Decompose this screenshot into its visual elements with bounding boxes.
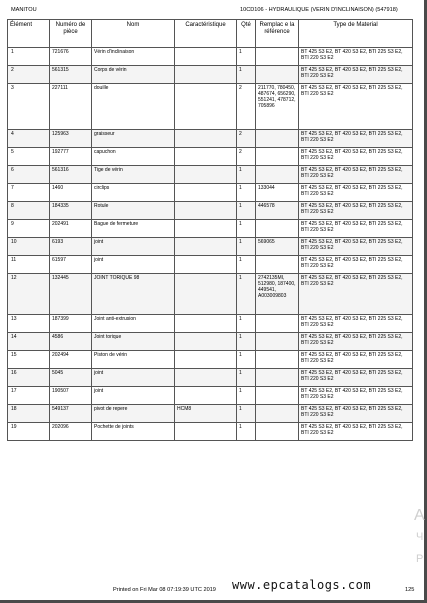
- ghost-overlay-letter: Ч: [416, 531, 424, 543]
- cell-material-type: BT 425 S3 E2, BT 420 S3 E2, BTI 225 S3 E2, BTI 220 S3 E2: [299, 166, 413, 184]
- cell-replaces-reference: 2742135MI, 512980, 187400, 449541, A003009803: [256, 274, 299, 315]
- cell-replaces-reference: [256, 351, 299, 369]
- cell-name: Bague de fermeture: [92, 220, 175, 238]
- cell-material-type: BT 425 S3 E2, BT 420 S3 E2, BTI 225 S3 E2, BTI 220 S3 E2: [299, 315, 413, 333]
- cell-part-number: 125963: [50, 130, 92, 148]
- cell-characteristic: [175, 387, 237, 405]
- cell-material-type: BT 425 S3 E2, BT 420 S3 E2, BTI 225 S3 E2, BTI 220 S3 E2: [299, 423, 413, 441]
- cell-characteristic: HCM8: [175, 405, 237, 423]
- cell-characteristic: [175, 130, 237, 148]
- cell-element: 7: [8, 184, 50, 202]
- cell-name: joint: [92, 238, 175, 256]
- cell-part-number: 132445: [50, 274, 92, 315]
- cell-element: 13: [8, 315, 50, 333]
- cell-material-type: BT 425 S3 E2, BT 420 S3 E2, BTI 225 S3 E2, BTI 220 S3 E2: [299, 220, 413, 238]
- cell-name: Rotule: [92, 202, 175, 220]
- document-title: 10CD106 - HYDRAULIQUE (VERIN D'INCLINAISON) (547918): [240, 7, 398, 13]
- cell-characteristic: [175, 256, 237, 274]
- cell-name: capuchon: [92, 148, 175, 166]
- cell-part-number: 61597: [50, 256, 92, 274]
- cell-quantity: 1: [237, 66, 256, 84]
- column-header-replaces-reference: Remplac e la référence: [256, 20, 299, 48]
- table-row: [8, 202, 413, 220]
- cell-quantity: 1: [237, 184, 256, 202]
- cell-material-type: BT 425 S3 E2, BT 420 S3 E2, BTI 225 S3 E2, BTI 220 S3 E2: [299, 351, 413, 369]
- column-header-quantity: Qté: [237, 20, 256, 48]
- column-header-characteristic: Caractéristique: [175, 20, 237, 48]
- cell-element: 10: [8, 238, 50, 256]
- table-row: [8, 238, 413, 256]
- cell-quantity: 1: [237, 369, 256, 387]
- cell-element: 18: [8, 405, 50, 423]
- cell-material-type: BT 425 S3 E2, BT 420 S3 E2, BTI 225 S3 E2, BTI 220 S3 E2: [299, 66, 413, 84]
- cell-replaces-reference: 211770, 780450, 487674, 656290, 551241, 478712, 705896: [256, 84, 299, 130]
- cell-replaces-reference: 446578: [256, 202, 299, 220]
- cell-material-type: BT 425 S3 E2, BT 420 S3 E2, BTI 225 S3 E2, BTI 220 S3 E2: [299, 387, 413, 405]
- cell-replaces-reference: 569065: [256, 238, 299, 256]
- cell-material-type: BT 425 S3 E2, BT 420 S3 E2, BTI 225 S3 E2, BTI 220 S3 E2: [299, 202, 413, 220]
- cell-name: Vérin d'inclinaison: [92, 48, 175, 66]
- cell-material-type: BT 425 S3 E2, BT 420 S3 E2, BTI 225 S3 E2, BTI 220 S3 E2: [299, 274, 413, 315]
- table-row: [8, 369, 413, 387]
- cell-name: Pochette de joints: [92, 423, 175, 441]
- cell-replaces-reference: [256, 220, 299, 238]
- cell-element: 1: [8, 48, 50, 66]
- cell-material-type: BT 425 S3 E2, BT 420 S3 E2, BTI 225 S3 E2, BTI 220 S3 E2: [299, 184, 413, 202]
- cell-replaces-reference: [256, 148, 299, 166]
- cell-replaces-reference: [256, 369, 299, 387]
- cell-characteristic: [175, 274, 237, 315]
- cell-part-number: 1460: [50, 184, 92, 202]
- cell-characteristic: [175, 184, 237, 202]
- cell-characteristic: [175, 351, 237, 369]
- cell-name: graisseur: [92, 130, 175, 148]
- column-header-material-type: Type de Material: [299, 20, 413, 48]
- cell-replaces-reference: [256, 130, 299, 148]
- cell-element: 9: [8, 220, 50, 238]
- cell-name: Tige de vérin: [92, 166, 175, 184]
- cell-replaces-reference: [256, 48, 299, 66]
- cell-characteristic: [175, 333, 237, 351]
- cell-material-type: BT 425 S3 E2, BT 420 S3 E2, BTI 225 S3 E2, BTI 220 S3 E2: [299, 84, 413, 130]
- cell-name: Joint torique: [92, 333, 175, 351]
- cell-quantity: 1: [237, 333, 256, 351]
- cell-part-number: 190507: [50, 387, 92, 405]
- cell-part-number: 202491: [50, 220, 92, 238]
- cell-part-number: 721676: [50, 48, 92, 66]
- table-row: [8, 84, 413, 130]
- cell-replaces-reference: [256, 405, 299, 423]
- cell-quantity: 1: [237, 238, 256, 256]
- cell-name: circlips: [92, 184, 175, 202]
- cell-name: Corps de vérin: [92, 66, 175, 84]
- cell-quantity: 1: [237, 166, 256, 184]
- cell-element: 3: [8, 84, 50, 130]
- table-row: [8, 220, 413, 238]
- ghost-overlay-letter: А: [414, 507, 425, 524]
- cell-characteristic: [175, 66, 237, 84]
- table-row: [8, 423, 413, 441]
- table-row: [8, 351, 413, 369]
- table-row: [8, 274, 413, 315]
- cell-replaces-reference: [256, 423, 299, 441]
- cell-characteristic: [175, 148, 237, 166]
- cell-replaces-reference: 133044: [256, 184, 299, 202]
- cell-name: JOINT TORIQUE 98: [92, 274, 175, 315]
- parts-table: [7, 19, 413, 441]
- cell-quantity: 2: [237, 130, 256, 148]
- cell-material-type: BT 425 S3 E2, BT 420 S3 E2, BTI 225 S3 E2, BTI 220 S3 E2: [299, 333, 413, 351]
- cell-characteristic: [175, 315, 237, 333]
- cell-element: 5: [8, 148, 50, 166]
- cell-name: joint: [92, 256, 175, 274]
- table-row: [8, 130, 413, 148]
- table-row: [8, 405, 413, 423]
- cell-characteristic: [175, 48, 237, 66]
- cell-quantity: 1: [237, 423, 256, 441]
- table-row: [8, 166, 413, 184]
- cell-name: joint: [92, 387, 175, 405]
- cell-replaces-reference: [256, 387, 299, 405]
- cell-material-type: BT 425 S3 E2, BT 420 S3 E2, BTI 225 S3 E2, BTI 220 S3 E2: [299, 148, 413, 166]
- cell-quantity: 1: [237, 48, 256, 66]
- cell-part-number: 6193: [50, 238, 92, 256]
- cell-part-number: 561315: [50, 66, 92, 84]
- cell-part-number: 549137: [50, 405, 92, 423]
- cell-part-number: 5045: [50, 369, 92, 387]
- cell-part-number: 4586: [50, 333, 92, 351]
- cell-quantity: 1: [237, 387, 256, 405]
- cell-quantity: 1: [237, 256, 256, 274]
- cell-element: 8: [8, 202, 50, 220]
- cell-characteristic: [175, 84, 237, 130]
- cell-name: pivot de repere: [92, 405, 175, 423]
- cell-material-type: BT 425 S3 E2, BT 420 S3 E2, BTI 225 S3 E2, BTI 220 S3 E2: [299, 130, 413, 148]
- cell-material-type: BT 425 S3 E2, BT 420 S3 E2, BTI 225 S3 E2, BTI 220 S3 E2: [299, 48, 413, 66]
- cell-part-number: 202096: [50, 423, 92, 441]
- table-row: [8, 184, 413, 202]
- cell-element: 6: [8, 166, 50, 184]
- table-row: [8, 48, 413, 66]
- cell-characteristic: [175, 220, 237, 238]
- cell-characteristic: [175, 166, 237, 184]
- watermark-url: www.epcatalogs.com: [232, 578, 372, 592]
- table-row: [8, 315, 413, 333]
- brand-label: MANITOU: [11, 7, 37, 13]
- page-number: 125: [405, 587, 415, 593]
- cell-part-number: 227111: [50, 84, 92, 130]
- cell-quantity: 2: [237, 148, 256, 166]
- table-row: [8, 256, 413, 274]
- ghost-overlay-letter: Р: [416, 553, 424, 565]
- cell-name: Piston de vérin: [92, 351, 175, 369]
- table-row: [8, 387, 413, 405]
- table-row: [8, 333, 413, 351]
- cell-replaces-reference: [256, 315, 299, 333]
- cell-quantity: 1: [237, 405, 256, 423]
- cell-quantity: 2: [237, 84, 256, 130]
- cell-quantity: 1: [237, 274, 256, 315]
- cell-quantity: 1: [237, 351, 256, 369]
- cell-element: 19: [8, 423, 50, 441]
- cell-characteristic: [175, 369, 237, 387]
- cell-replaces-reference: [256, 333, 299, 351]
- cell-replaces-reference: [256, 166, 299, 184]
- cell-part-number: 187399: [50, 315, 92, 333]
- cell-element: 16: [8, 369, 50, 387]
- cell-element: 4: [8, 130, 50, 148]
- column-header-part-number: Numéro de pièce: [50, 20, 92, 48]
- cell-element: 2: [8, 66, 50, 84]
- cell-characteristic: [175, 423, 237, 441]
- cell-element: 15: [8, 351, 50, 369]
- print-timestamp: Printed on Fri Mar 08 07:19:39 UTC 2019: [113, 587, 216, 593]
- cell-element: 11: [8, 256, 50, 274]
- cell-replaces-reference: [256, 66, 299, 84]
- cell-characteristic: [175, 238, 237, 256]
- cell-part-number: 202494: [50, 351, 92, 369]
- cell-part-number: 561316: [50, 166, 92, 184]
- cell-replaces-reference: [256, 256, 299, 274]
- cell-material-type: BT 425 S3 E2, BT 420 S3 E2, BTI 225 S3 E2, BTI 220 S3 E2: [299, 256, 413, 274]
- cell-quantity: 1: [237, 202, 256, 220]
- column-header-element: Élément: [8, 20, 50, 48]
- cell-element: 14: [8, 333, 50, 351]
- table-header-row: [8, 20, 413, 48]
- cell-material-type: BT 425 S3 E2, BT 420 S3 E2, BTI 225 S3 E2, BTI 220 S3 E2: [299, 238, 413, 256]
- cell-characteristic: [175, 202, 237, 220]
- cell-quantity: 1: [237, 220, 256, 238]
- column-header-name: Nom: [92, 20, 175, 48]
- cell-element: 12: [8, 274, 50, 315]
- cell-name: joint: [92, 369, 175, 387]
- cell-element: 17: [8, 387, 50, 405]
- cell-name: Joint anti-extrusion: [92, 315, 175, 333]
- cell-material-type: BT 425 S3 E2, BT 420 S3 E2, BTI 225 S3 E2, BTI 220 S3 E2: [299, 369, 413, 387]
- cell-name: douille: [92, 84, 175, 130]
- table-row: [8, 66, 413, 84]
- cell-material-type: BT 425 S3 E2, BT 420 S3 E2, BTI 225 S3 E2, BTI 220 S3 E2: [299, 405, 413, 423]
- cell-quantity: 1: [237, 315, 256, 333]
- table-row: [8, 148, 413, 166]
- cell-part-number: 184335: [50, 202, 92, 220]
- cell-part-number: 192777: [50, 148, 92, 166]
